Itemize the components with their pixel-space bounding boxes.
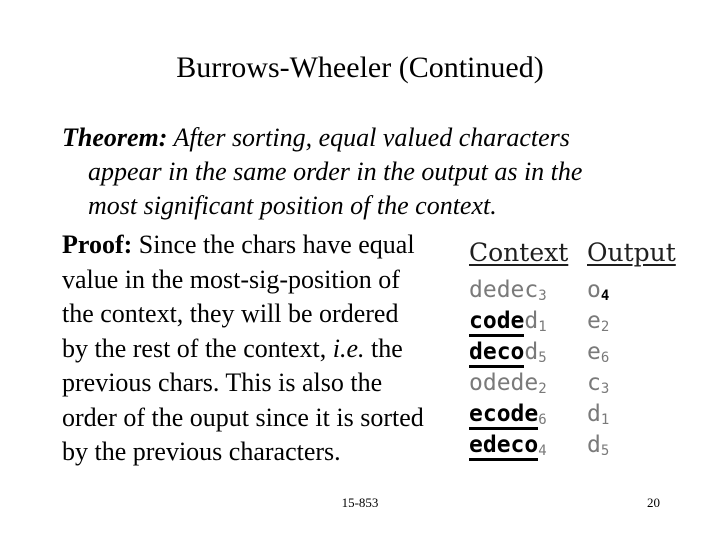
table-row — [469, 367, 676, 398]
output-subscript: 4 — [600, 287, 610, 304]
context-rest: dedec — [469, 276, 539, 303]
proof-text-1: Since the chars have equal — [132, 230, 415, 259]
output-subscript: 3 — [600, 380, 610, 397]
context-subscript: 4 — [538, 442, 547, 459]
context-highlight: deco — [469, 339, 524, 368]
theorem-block — [62, 121, 702, 223]
proof-line-4 — [62, 332, 462, 367]
output-cell — [587, 398, 676, 429]
context-highlight: code — [469, 308, 524, 337]
output-cell — [587, 429, 676, 460]
context-subscript: 5 — [538, 349, 547, 366]
table-row — [469, 274, 676, 305]
context-cell — [469, 398, 587, 429]
proof-line-3: the context, they will be ordered — [62, 299, 399, 328]
footer-page-number: 20 — [647, 495, 660, 510]
context-subscript: 1 — [538, 318, 547, 335]
output-cell — [587, 274, 676, 305]
context-header — [469, 238, 587, 274]
theorem-line-3: most significant position of the context. — [88, 191, 497, 220]
theorem-text-1: After sorting, equal valued characters — [167, 123, 570, 152]
context-cell — [469, 429, 587, 460]
proof-line-7: by the previous characters. — [62, 437, 341, 466]
context-subscript: 6 — [538, 411, 547, 428]
context-cell — [469, 336, 587, 367]
output-char: d — [587, 431, 601, 458]
context-highlight: edeco — [469, 432, 538, 461]
theorem-label: Theorem: — [62, 123, 168, 152]
context-subscript: 2 — [538, 380, 547, 397]
output-header — [587, 238, 676, 274]
context-cell — [469, 367, 587, 398]
table-body — [469, 274, 676, 460]
output-char: o — [587, 276, 601, 303]
context-cell — [469, 305, 587, 336]
table-row — [469, 336, 676, 367]
output-subscript: 5 — [600, 442, 610, 459]
output-subscript: 6 — [600, 349, 610, 366]
footer-course-code: 15-853 — [341, 495, 379, 510]
proof-block — [62, 228, 462, 470]
context-rest: odede — [469, 369, 539, 396]
output-char: e — [587, 307, 601, 334]
context-rest: d — [524, 307, 539, 334]
output-cell — [587, 367, 676, 398]
proof-text-4a: by the rest of the context, — [62, 333, 333, 363]
table-header-row — [469, 238, 676, 274]
context-rest: d — [524, 338, 539, 365]
output-char: d — [587, 400, 601, 427]
slide-title: Burrows-Wheeler (Continued) — [176, 51, 544, 84]
output-header-label: Output — [587, 238, 676, 267]
table-row — [469, 429, 676, 460]
proof-text-ie: i.e. — [332, 333, 365, 363]
proof-line-1 — [62, 228, 462, 263]
context-subscript: 3 — [538, 287, 547, 304]
output-cell — [587, 336, 676, 367]
output-char: c — [587, 369, 601, 396]
output-subscript: 2 — [600, 318, 610, 335]
context-highlight: ecode — [469, 401, 538, 430]
output-subscript: 1 — [600, 411, 610, 428]
table-row — [469, 305, 676, 336]
bwt-context-output-table — [469, 238, 676, 460]
output-char: e — [587, 338, 601, 365]
proof-text-4b: the — [364, 333, 403, 363]
theorem-line-2: appear in the same order in the output as in the — [88, 157, 583, 186]
table-row — [469, 398, 676, 429]
proof-line-5: previous chars. This is also the — [62, 368, 383, 397]
proof-label: Proof: — [62, 230, 133, 259]
context-cell — [469, 274, 587, 305]
theorem-line-1 — [62, 121, 702, 155]
context-header-label: Context — [469, 238, 569, 267]
proof-line-6: order of the ouput since it is sorted — [62, 402, 424, 432]
proof-line-2: value in the most-sig-position of — [62, 264, 400, 294]
output-cell — [587, 305, 676, 336]
